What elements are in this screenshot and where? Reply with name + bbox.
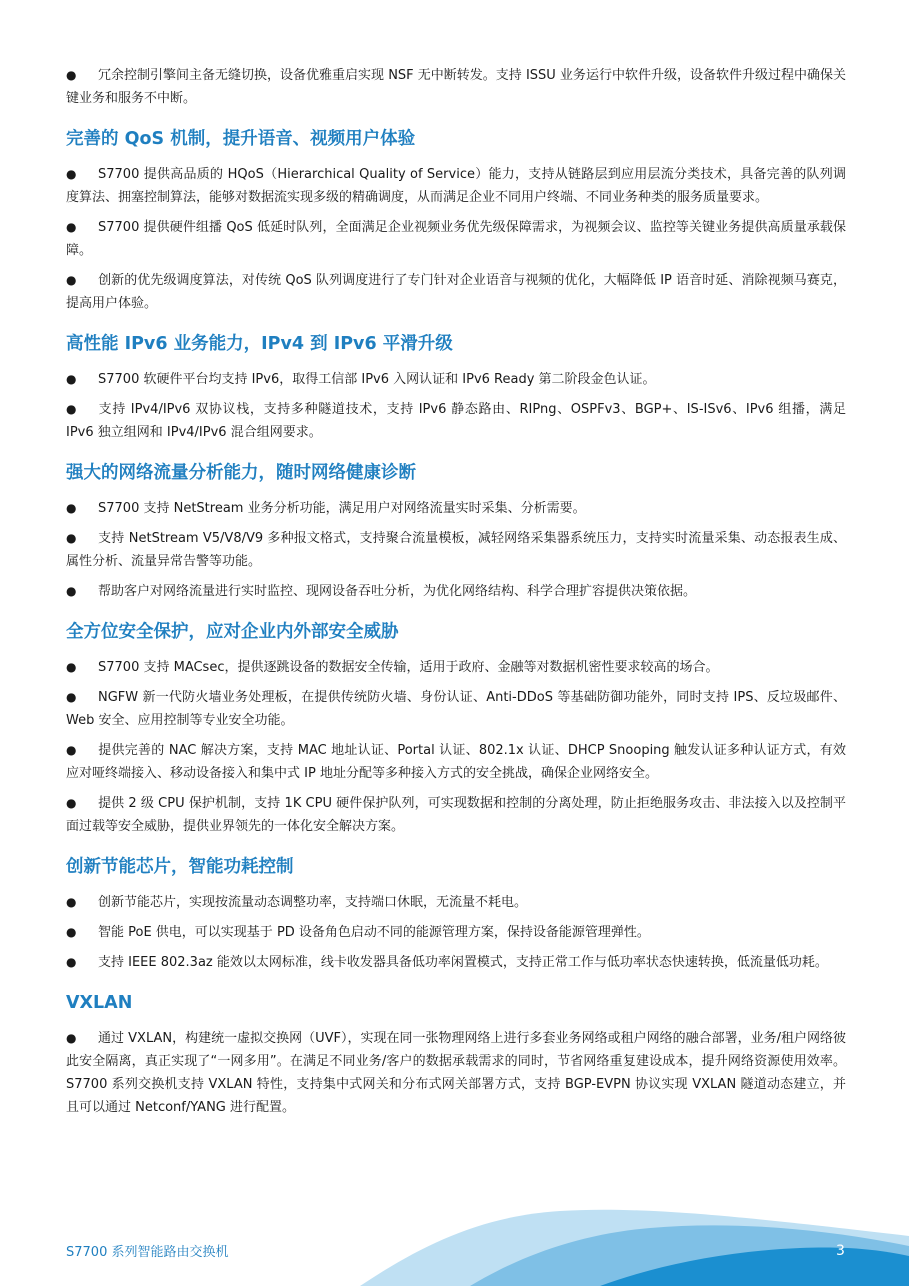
bullet-icon: ●	[66, 1031, 77, 1045]
bullet-icon: ●	[66, 220, 77, 234]
bullet-list	[66, 64, 846, 110]
bullet-icon: ●	[66, 660, 77, 674]
list-item	[66, 921, 846, 944]
section-heading: 强大的网络流量分析能力，随时网络健康诊断	[66, 463, 416, 483]
bullet-text: S7700 提供硬件组播 QoS 低延时队列，全面满足企业视频业务优先级保障需求，为视频会议、监控等关键业务提供高质量承载保障。	[66, 220, 846, 258]
bullet-text: 支持 IPv4/IPv6 双协议栈，支持多种隧道技术，支持 IPv6 静态路由、RIPng、OSPFv3、BGP+、IS-ISv6、IPv6 组播，满足 IPv6 独立组网和 IPv4/IPv6 混合组网要求。	[66, 402, 846, 440]
list-item	[66, 891, 846, 914]
bullet-text: 提供 2 级 CPU 保护机制，支持 1K CPU 硬件保护队列，可实现数据和控制的分离处理，防止拒绝服务攻击、非法接入以及控制平面过载等安全威胁，提供业界领先的一体化安全解决方案。	[66, 796, 846, 834]
bullet-icon: ●	[66, 743, 77, 757]
bullet-icon: ●	[66, 531, 77, 545]
list-item	[66, 580, 846, 603]
bullet-text: S7700 支持 MACsec，提供逐跳设备的数据安全传输，适用于政府、金融等对数据机密性要求较高的场合。	[98, 660, 719, 675]
bullet-text: 创新的优先级调度算法，对传统 QoS 队列调度进行了专门针对企业语音与视频的优化，大幅降低 IP 语音时延、消除视频马赛克，提高用户体验。	[66, 273, 846, 311]
bullet-icon: ●	[66, 584, 77, 598]
section-heading: 全方位安全保护，应对企业内外部安全威胁	[66, 622, 399, 642]
bullet-text: S7700 软硬件平台均支持 IPv6，取得工信部 IPv6 入网认证和 IPv6 Ready 第二阶段金色认证。	[98, 372, 656, 387]
list-item	[66, 656, 846, 679]
bullet-text: NGFW 新一代防火墙业务处理板，在提供传统防火墙、身份认证、Anti-DDoS 等基础防御功能外，同时支持 IPS、反垃圾邮件、Web 安全、应用控制等专业安全功能。	[66, 690, 846, 728]
document-body	[66, 64, 846, 1126]
section-redundancy	[66, 64, 846, 110]
bullet-icon: ●	[66, 796, 77, 810]
bullet-icon: ●	[66, 690, 77, 704]
bullet-list	[66, 368, 846, 444]
page-number: 3	[836, 1243, 845, 1259]
bullet-icon: ●	[66, 167, 77, 181]
section-ipv6	[66, 332, 846, 444]
bullet-text: S7700 支持 NetStream 业务分析功能，满足用户对网络流量实时采集、分析需要。	[98, 501, 586, 516]
section-heading: 高性能 IPv6 业务能力，IPv4 到 IPv6 平滑升级	[66, 334, 453, 354]
bullet-icon: ●	[66, 955, 77, 969]
bullet-icon: ●	[66, 895, 77, 909]
bullet-text: S7700 提供高品质的 HQoS（Hierarchical Quality of Service）能力，支持从链路层到应用层流分类技术，具备完善的队列调度算法、拥塞控制算法，能够对数据流实现多级的精确调度，从而满足企业不同用户终端、不同业务种类的服务质量要求。	[66, 167, 846, 205]
list-item	[66, 163, 846, 209]
section-vxlan	[66, 991, 846, 1119]
list-item	[66, 64, 846, 110]
bullet-text: 支持 NetStream V5/V8/V9 多种报文格式，支持聚合流量模板，减轻网络采集器系统压力，支持实时流量采集、动态报表生成、属性分析、流量异常告警等功能。	[66, 531, 846, 569]
bullet-icon: ●	[66, 501, 77, 515]
list-item	[66, 269, 846, 315]
bullet-text: 智能 PoE 供电，可以实现基于 PD 设备角色启动不同的能源管理方案，保持设备能源管理弹性。	[98, 925, 650, 940]
bullet-text: 创新节能芯片，实现按流量动态调整功率，支持端口休眠，无流量不耗电。	[98, 895, 528, 910]
section-heading: 创新节能芯片，智能功耗控制	[66, 857, 294, 877]
list-item	[66, 739, 846, 785]
list-item	[66, 527, 846, 573]
bullet-text: 冗余控制引擎间主备无缝切换，设备优雅重启实现 NSF 无中断转发。支持 ISSU 业务运行中软件升级，设备软件升级过程中确保关键业务和服务不中断。	[66, 68, 846, 106]
section-heading: 完善的 QoS 机制，提升语音、视频用户体验	[66, 129, 416, 149]
bullet-list	[66, 656, 846, 838]
bullet-text: 帮助客户对网络流量进行实时监控、现网设备吞吐分析，为优化网络结构、科学合理扩容提供决策依据。	[98, 584, 697, 599]
bullet-icon: ●	[66, 372, 77, 386]
bullet-text: 支持 IEEE 802.3az 能效以太网标准，线卡收发器具备低功率闲置模式，支持正常工作与低功率状态快速转换，低流量低功耗。	[98, 955, 828, 970]
list-item	[66, 216, 846, 262]
list-item	[66, 792, 846, 838]
section-security	[66, 620, 846, 838]
section-heading: VXLAN	[66, 993, 133, 1013]
bullet-text: 提供完善的 NAC 解决方案，支持 MAC 地址认证、Portal 认证、802.1x 认证、DHCP Snooping 触发认证多种认证方式，有效应对哑终端接入、移动设备接入和集中式 IP 地址分配等多种接入方式的安全挑战，确保企业网络安全。	[66, 743, 846, 781]
bullet-list	[66, 891, 846, 974]
bullet-list	[66, 1027, 846, 1119]
bullet-icon: ●	[66, 273, 77, 287]
bullet-list	[66, 163, 846, 315]
section-energy	[66, 855, 846, 974]
bullet-icon: ●	[66, 925, 77, 939]
bullet-icon: ●	[66, 68, 77, 82]
section-qos	[66, 127, 846, 315]
list-item	[66, 497, 846, 520]
section-netstream	[66, 461, 846, 603]
bullet-icon: ●	[66, 402, 77, 416]
list-item	[66, 951, 846, 974]
list-item	[66, 368, 846, 391]
list-item	[66, 1027, 846, 1119]
list-item	[66, 398, 846, 444]
bullet-list	[66, 497, 846, 603]
bullet-text: 通过 VXLAN，构建统一虚拟交换网（UVF），实现在同一张物理网络上进行多套业务网络或租户网络的融合部署，业务/租户网络彼此安全隔离，真正实现了“一网多用”。在满足不同业务/客户的数据承载需求的同时，节省网络重复建设成本，提升网络资源使用效率。S7700 系列交换机支持 VXLAN 特性，支持集中式网关和分布式网关部署方式，支持 BGP-EVPN 协议实现 VXLAN 隧道动态建立，并且可以通过 Netconf/YANG 进行配置。	[66, 1031, 846, 1115]
list-item	[66, 686, 846, 732]
footer-product-title: S7700 系列智能路由交换机	[66, 1245, 229, 1260]
